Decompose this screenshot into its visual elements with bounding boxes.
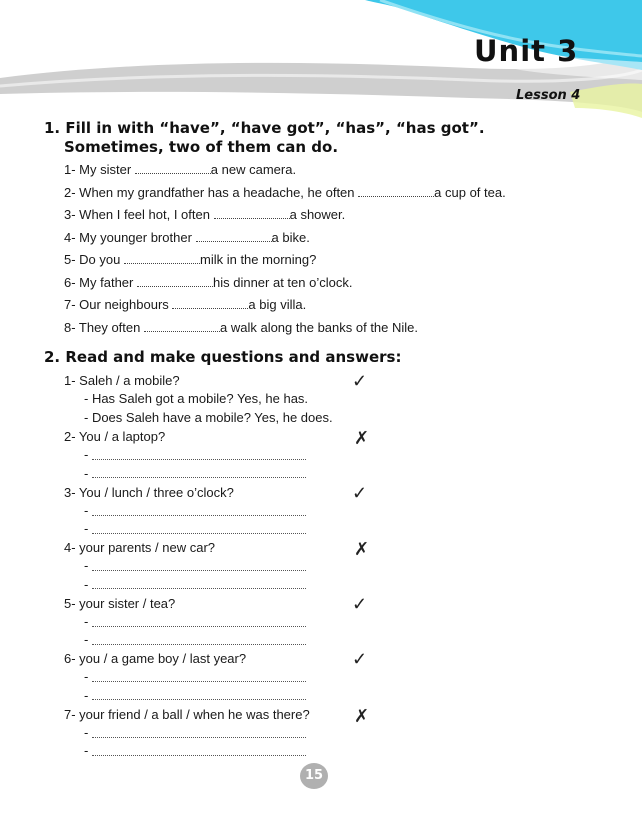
fill-blank[interactable] — [358, 185, 434, 197]
exercise2-title: 2. Read and make questions and answers: — [44, 348, 402, 366]
ex1-item-5: 5- Do you milk in the morning? — [64, 252, 317, 267]
answer-dash: - — [84, 447, 89, 462]
answer-dash: - — [84, 614, 89, 629]
check-icon: ✓ — [352, 371, 368, 391]
exercise1-title: 1. Fill in with “have”, “have got”, “has”, “has got”. — [44, 119, 485, 137]
cross-icon: ✗ — [354, 539, 370, 559]
ex2-item-7-prompt: 7- your friend / a ball / when he was there? — [64, 707, 310, 722]
ex2-item-6-prompt: 6- you / a game boy / last year? — [64, 651, 247, 666]
answer-line[interactable] — [92, 533, 306, 534]
ex1-item-8: 8- They often a walk along the banks of the Nile. — [64, 320, 419, 335]
fill-blank[interactable] — [135, 162, 211, 174]
ex1-item-1: 1- My sister a new camera. — [64, 162, 297, 177]
answer-line[interactable] — [92, 737, 306, 738]
answer-dash: - — [84, 521, 89, 536]
answer-line[interactable] — [92, 477, 306, 478]
ex2-item-5-prompt: 5- your sister / tea? — [64, 596, 176, 611]
fill-blank[interactable] — [124, 252, 200, 264]
answer-dash: - — [84, 725, 89, 740]
answer-line[interactable] — [92, 644, 306, 645]
answer-line[interactable] — [92, 515, 306, 516]
ex1-item-2: 2- When my grandfather has a headache, he often a cup of tea. — [64, 185, 506, 200]
lesson-title: Lesson 4 — [516, 88, 581, 103]
answer-dash: - — [84, 688, 89, 703]
ex2-item-4-prompt: 4- your parents / new car? — [64, 540, 216, 555]
answer-dash: - — [84, 669, 89, 684]
check-icon: ✓ — [352, 594, 368, 614]
answer-dash: - — [84, 632, 89, 647]
answer-dash: - — [84, 558, 89, 573]
check-icon: ✓ — [352, 649, 368, 669]
fill-blank[interactable] — [172, 297, 248, 309]
ex2-example-answer-2: - Does Saleh have a mobile? Yes, he does. — [84, 410, 333, 425]
answer-dash: - — [84, 466, 89, 481]
ex2-item-3-prompt: 3- You / lunch / three o’clock? — [64, 485, 234, 500]
ex2-example-prompt: 1- Saleh / a mobile? — [64, 373, 180, 388]
ex1-item-3: 3- When I feel hot, I often a shower. — [64, 207, 346, 222]
answer-line[interactable] — [92, 588, 306, 589]
exercise1-subtitle: Sometimes, two of them can do. — [64, 138, 339, 156]
answer-dash: - — [84, 743, 89, 758]
answer-line[interactable] — [92, 681, 306, 682]
fill-blank[interactable] — [144, 320, 220, 332]
page-number: 15 — [300, 763, 328, 789]
answer-line[interactable] — [92, 459, 306, 460]
ex2-example-answer-1: - Has Saleh got a mobile? Yes, he has. — [84, 391, 309, 406]
answer-line[interactable] — [92, 699, 306, 700]
cross-icon: ✗ — [354, 428, 370, 448]
fill-blank[interactable] — [196, 230, 272, 242]
fill-blank[interactable] — [214, 207, 290, 219]
ex1-item-6: 6- My father his dinner at ten o’clock. — [64, 275, 353, 290]
answer-line[interactable] — [92, 755, 306, 756]
fill-blank[interactable] — [137, 275, 213, 287]
answer-dash: - — [84, 503, 89, 518]
cross-icon: ✗ — [354, 706, 370, 726]
ex1-item-7: 7- Our neighbours a big villa. — [64, 297, 307, 312]
answer-dash: - — [84, 577, 89, 592]
ex2-item-2-prompt: 2- You / a laptop? — [64, 429, 166, 444]
check-icon: ✓ — [352, 483, 368, 503]
ex1-item-4: 4- My younger brother a bike. — [64, 230, 310, 245]
unit-title: Unit 3 — [474, 34, 579, 68]
answer-line[interactable] — [92, 570, 306, 571]
answer-line[interactable] — [92, 626, 306, 627]
